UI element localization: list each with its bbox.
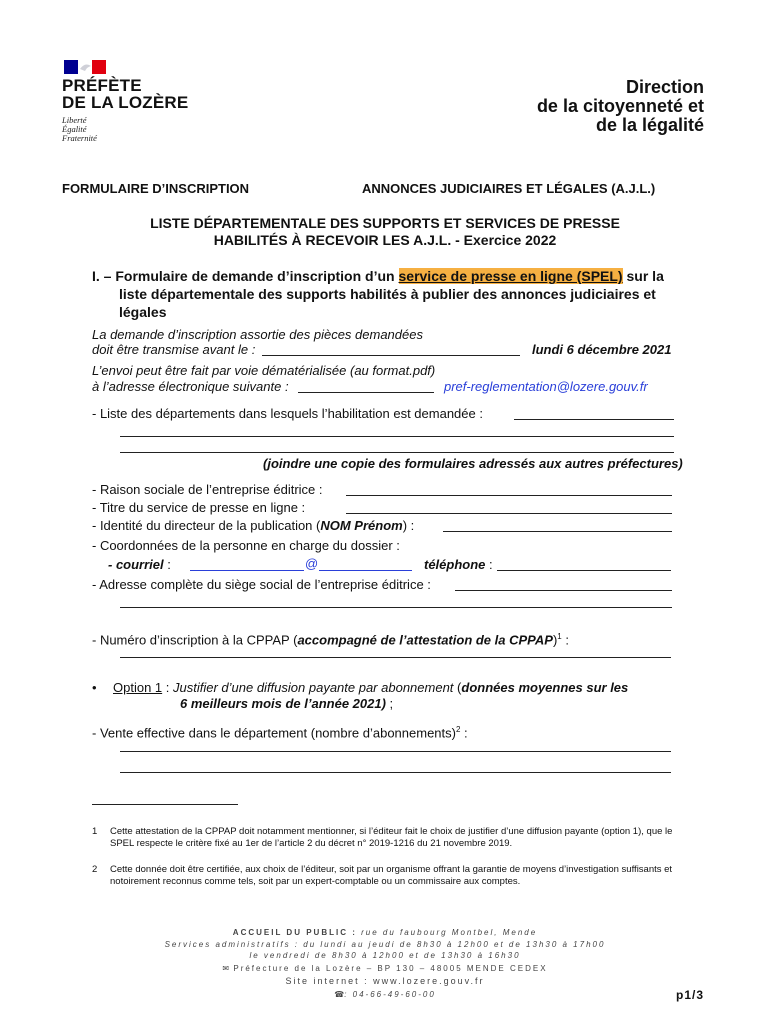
section-line-1: I. – Formulaire de demande d’inscription d’un service de presse en ligne (SPEL) sur la: [92, 268, 664, 284]
doc-title: [0, 215, 770, 249]
footnote-2: 2 Cette donnée doit être certifiée, aux choix de l’éditeur, soit par un organisme offrant la garantie de moyens d’investigation suffisants et notoirement reconnus comme tels, soit par un expert-comptable ou un commissaire aux comptes.: [92, 864, 673, 887]
deadline-blank: [262, 355, 520, 356]
footnote-separator: [92, 804, 238, 805]
telephone-label: téléphone :: [424, 557, 493, 572]
vente-label: - Vente effective dans le département (nombre d’abonnements)$^2$ :: [92, 725, 468, 741]
telephone-field[interactable]: [497, 570, 671, 571]
envelope-icon: ✉: [222, 964, 230, 973]
option-line-2: 6 meilleurs mois de l’année 2021) ;: [180, 696, 394, 711]
cppap-label: - Numéro d’inscription à la CPPAP (accompagné de l’attestation de la CPPAP)$^1$ :: [92, 632, 569, 648]
direction-line-1: Direction: [625, 77, 704, 97]
option-label: Option 1: [113, 680, 163, 695]
identite-label: - Identité du directeur de la publication (NOM Prénom) :: [92, 518, 415, 533]
email-line-2: à l’adresse électronique suivante :: [92, 379, 289, 394]
adresse-field-1[interactable]: [455, 590, 672, 591]
marianne-logo: [64, 60, 106, 74]
titre-field[interactable]: [346, 513, 672, 514]
depts-field-3[interactable]: [120, 452, 674, 453]
republic-motto: [62, 116, 97, 143]
deadline-date: lundi 6 décembre 2021: [532, 342, 672, 357]
motto-fraternite: Fraternité: [62, 133, 97, 143]
depts-field-1[interactable]: [514, 419, 674, 420]
footnote-1: 1 Cette attestation de la CPPAP doit notamment mentionner, si l’éditeur fait le choix de justifier d’une diffusion payante (option 1), que le SPEL respecte le critère fixé au 1er de l’article 2 du décret n° 2019-1216 du 21 novembre 2019.: [92, 826, 673, 849]
option-line-1: Option 1 : Justifier d’une diffusion payante par abonnement (données moyennes sur les: [113, 680, 629, 695]
adresse-field-2[interactable]: [120, 607, 672, 608]
footer-services: Services administratifs : du lundi au jeudi de 8h30 à 12h00 et de 13h30 à 17h00: [164, 940, 606, 949]
footer-address: ✉ Préfecture de la Lozère – BP 130 – 48005 MENDE CEDEX: [222, 964, 548, 973]
vente-field-2[interactable]: [120, 772, 671, 773]
email-blank: [298, 392, 434, 393]
vente-field-1[interactable]: [120, 751, 671, 752]
courriel-label: - courriel :: [108, 557, 171, 572]
direction-line-3: de la légalité: [595, 115, 704, 135]
contact-email[interactable]: pref-reglementation@lozere.gouv.fr: [444, 379, 648, 394]
deadline-line-1: La demande d’inscription assortie des pièces demandées: [92, 327, 423, 342]
page-number: p1/3: [675, 988, 704, 1002]
ajl-label: ANNONCES JUDICIAIRES ET LÉGALES (A.J.L.): [362, 181, 656, 196]
title-line-1: LISTE DÉPARTEMENTALE DES SUPPORTS ET SERVICES DE PRESSE: [150, 215, 620, 231]
authority-line-2: DE LA LOZÈRE: [62, 93, 189, 112]
direction-line-2: de la citoyenneté et: [536, 96, 704, 116]
depts-field-2[interactable]: [120, 436, 674, 437]
phone-icon: ☎: [334, 990, 345, 999]
coord-label: - Coordonnées de la personne en charge du dossier :: [92, 538, 400, 553]
email-line-1: L’envoi peut être fait par voie dématérialisée (au format.pdf): [92, 363, 436, 378]
authority-line-1: PRÉFÈTE: [62, 76, 142, 95]
raison-field[interactable]: [346, 495, 672, 496]
footer-accueil: ACCUEIL DU PUBLIC : rue du faubourg Montbel, Mende: [232, 928, 538, 937]
form-label: FORMULAIRE D’INSCRIPTION: [62, 181, 250, 196]
section-heading: [92, 267, 664, 321]
titre-label: - Titre du service de presse en ligne :: [92, 500, 306, 515]
motto-liberte: Liberté: [62, 115, 87, 125]
footer-vendredi: le vendredi de 8h30 à 12h00 et de 13h30 à 16h30: [249, 951, 521, 960]
at-sign: @: [305, 556, 319, 571]
direction-heading: [537, 78, 704, 135]
footer-phone: ☎: 04-66-49-60-00: [334, 990, 436, 999]
depts-note: (joindre une copie des formulaires adressés aux autres préfectures): [263, 456, 683, 471]
motto-egalite: Égalité: [62, 124, 87, 134]
deadline-line-2: doit être transmise avant le :: [92, 342, 256, 357]
option-bullet: •: [92, 680, 97, 695]
identite-field[interactable]: [443, 531, 672, 532]
section-line-2: liste départementale des supports habilités à publier des annonces judiciaires et: [119, 286, 656, 302]
footer-site[interactable]: Site internet : www.lozere.gouv.fr: [285, 976, 485, 986]
depts-label: - Liste des départements dans lesquels l’habilitation est demandée :: [92, 406, 483, 421]
cppap-field[interactable]: [120, 657, 671, 658]
courriel-field[interactable]: [190, 570, 412, 571]
adresse-label: - Adresse complète du siège social de l’entreprise éditrice :: [92, 577, 431, 592]
section-line-3: légales: [119, 304, 167, 320]
authority-name: [62, 77, 188, 111]
title-line-2: HABILITÉS À RECEVOIR LES A.J.L. - Exercice 2022: [213, 232, 557, 248]
raison-label: - Raison sociale de l’entreprise éditrice :: [92, 482, 323, 497]
spel-highlight: service de presse en ligne (SPEL): [398, 268, 623, 284]
